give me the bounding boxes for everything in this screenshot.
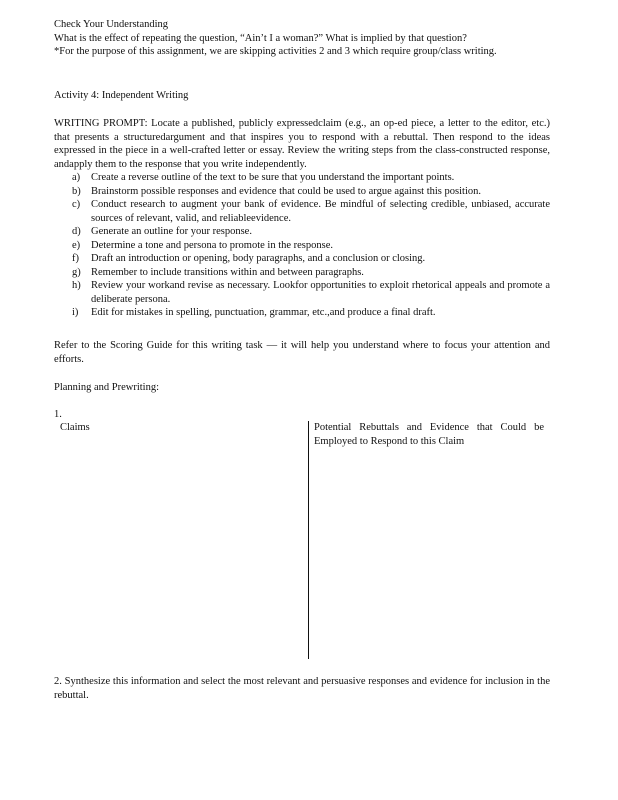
step-marker: i) (72, 307, 79, 318)
scoring-guide-note: Refer to the Scoring Guide for this writing task — it will help you understand where to focus your attention and efforts. (54, 340, 550, 365)
claims-label: Claims (60, 422, 90, 433)
planning-heading: Planning and Prewriting: (54, 382, 159, 393)
step-marker: g) (72, 266, 81, 278)
synthesize-instruction: 2. Synthesize this information and select the most relevant and persuasive responses and evidence for inclusion in the rebuttal. (54, 676, 550, 701)
list-item (54, 252, 550, 266)
list-item (54, 239, 550, 253)
column-divider (308, 421, 309, 659)
step-text: Remember to include transitions within and between paragraphs. (91, 266, 364, 278)
skip-note: *For the purpose of this assignment, we are skipping activities 2 and 3 which require group/class writing. (54, 46, 497, 57)
check-understanding-heading: Check Your Understanding (54, 19, 169, 30)
claims-table (54, 421, 550, 659)
step-marker: f) (72, 253, 79, 264)
step-text: Review your workand revise as necessary. Lookfor opportunities to exploit rhetorical appeals and promote a deliberate persona. (91, 280, 550, 305)
list-item (54, 306, 550, 320)
activity-heading: Activity 4: Independent Writing (54, 90, 189, 101)
step-text: Create a reverse outline of the text to be sure that you understand the important points. (91, 172, 455, 183)
list-item (54, 266, 550, 280)
step-marker: b) (72, 185, 81, 197)
rebuttals-label: Potential Rebuttals and Evidence that Could be Employed to Respond to this Claim (314, 422, 544, 447)
writing-prompt: WRITING PROMPT: Locate a published, publicly expressedclaim (e.g., an op-ed piece, a letter to the editor, etc.) that presents a structuredargument and that inspires you to respond with a rebuttal. Then respond to the ideas expressed in the piece in a well-crafted letter or essay. Review the writing steps from the class-constructed response, andapply them to the response that you write independently. (54, 118, 550, 170)
step-text: Edit for mistakes in spelling, punctuation, grammar, etc.,and produce a final draft. (91, 307, 436, 318)
step-marker: a) (72, 172, 81, 183)
writing-steps-list (54, 171, 550, 320)
step-marker: d) (72, 226, 81, 237)
list-item (54, 171, 550, 185)
list-item (54, 279, 550, 306)
step-marker: e) (72, 239, 81, 251)
item-number: 1. (54, 409, 62, 420)
step-text: Draft an introduction or opening, body paragraphs, and a conclusion or closing. (91, 253, 426, 264)
list-item (54, 225, 550, 239)
step-marker: c) (72, 199, 81, 210)
step-text: Generate an outline for your response. (91, 226, 252, 237)
step-text: Brainstorm possible responses and evidence that could be used to argue against this position. (91, 185, 481, 197)
step-text: Conduct research to augment your bank of evidence. Be mindful of selecting credible, unbiased, accurate sources of relevant, valid, and reliableevidence. (91, 199, 550, 224)
step-marker: h) (72, 280, 81, 291)
list-item (54, 198, 550, 225)
step-text: Determine a tone and persona to promote in the response. (91, 239, 334, 251)
list-item (54, 185, 550, 199)
check-question: What is the effect of repeating the question, “Ain’t I a woman?” What is implied by that question? (54, 32, 467, 44)
check-understanding-section (54, 18, 550, 59)
